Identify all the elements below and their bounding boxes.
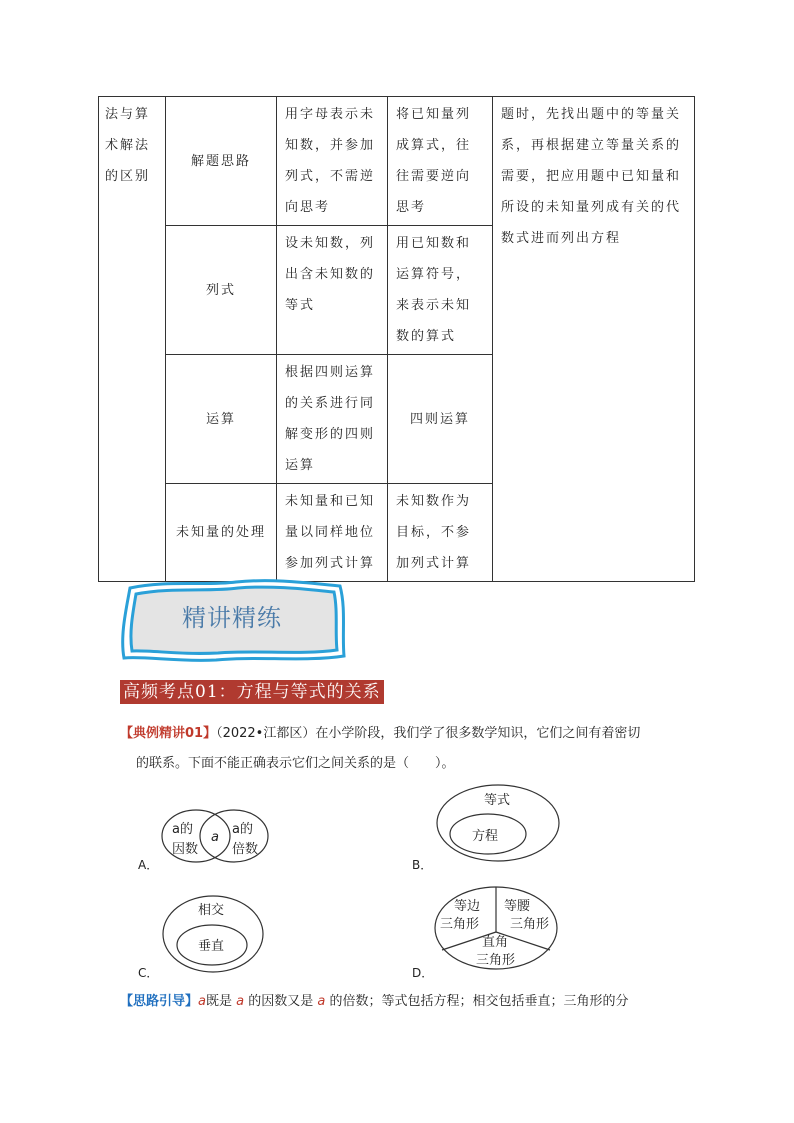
- option-a-venn: [158, 806, 273, 864]
- right-note-cell: 题时，先找出题中的等量关系，再根据建立等量关系的需要，把应用题中已知量和所设的未知量列成有关的代数式进而列出方程: [493, 97, 695, 582]
- option-a-label: A．: [138, 858, 159, 872]
- arithmetic-cell: 将已知量列成算式，往往需要逆向思考: [388, 97, 493, 226]
- option-d-label: D．: [412, 966, 434, 980]
- inner-label: 垂直: [198, 939, 225, 954]
- hint-line: [120, 990, 629, 1009]
- row-label: 解题思路: [166, 97, 277, 226]
- part-label: 等边: [454, 899, 481, 914]
- arithmetic-cell: 四则运算: [388, 355, 493, 484]
- option-c-diagram: [160, 892, 266, 976]
- banner-title: 精讲精练: [182, 604, 282, 632]
- outer-label: 相交: [198, 903, 225, 918]
- example-text-1: 在小学阶段，我们学了很多数学知识，它们之间有着密切: [315, 726, 641, 741]
- hint-text: 的因数又是: [248, 994, 314, 1009]
- venn-right-label-1: a的: [232, 822, 253, 837]
- inner-label: 方程: [472, 829, 499, 844]
- row-label: 运算: [166, 355, 277, 484]
- option-d-diagram: [432, 884, 562, 972]
- comparison-table: [98, 96, 695, 582]
- table-row: [99, 97, 695, 226]
- arithmetic-cell: 用已知数和运算符号，来表示未知数的算式: [388, 226, 493, 355]
- hint-var: a: [317, 994, 326, 1009]
- equation-cell: 用字母表示未知数，并参加列式，不需逆向思考: [277, 97, 388, 226]
- option-c-label: C．: [138, 966, 159, 980]
- part-label: 三角形: [440, 917, 480, 932]
- venn-left-label-1: a的: [172, 822, 193, 837]
- example-line-1: [120, 722, 640, 741]
- hint-text: 的倍数；等式包括方程；相交包括垂直；三角形的分: [329, 994, 629, 1009]
- equation-cell: 未知量和已知量以同样地位参加列式计算: [277, 484, 388, 582]
- example-tag: 【典例精讲01】: [120, 726, 217, 741]
- equation-cell: 设未知数，列出含未知数的等式: [277, 226, 388, 355]
- part-label: 三角形: [476, 953, 516, 968]
- example-text-2: 的联系。下面不能正确表示它们之间关系的是（ ）。: [136, 756, 455, 771]
- outer-label: 等式: [484, 793, 511, 808]
- venn-center-label: a: [211, 830, 219, 845]
- arithmetic-cell: 未知数作为目标，不参加列式计算: [388, 484, 493, 582]
- option-b-diagram: [434, 782, 564, 864]
- part-label: 等腰: [504, 899, 531, 914]
- part-label: 直角: [482, 935, 509, 950]
- hint-tag: 【思路引导】: [120, 994, 199, 1009]
- hint-var: a: [198, 994, 206, 1009]
- venn-right-label-2: 倍数: [232, 842, 259, 857]
- row-header-cell: 法与算术解法的区别: [99, 97, 166, 582]
- equation-cell: 根据四则运算的关系进行同解变形的四则运算: [277, 355, 388, 484]
- option-b-label: B．: [412, 858, 433, 872]
- part-label: 三角形: [510, 917, 550, 932]
- hint-var: a: [236, 994, 245, 1009]
- row-label: 列式: [166, 226, 277, 355]
- example-source: （2022•江都区）: [216, 726, 316, 741]
- venn-left-label-2: 因数: [172, 842, 199, 857]
- row-label: 未知量的处理: [166, 484, 277, 582]
- section-title: 高频考点01：方程与等式的关系: [120, 680, 384, 704]
- hint-text: 既是: [205, 994, 232, 1009]
